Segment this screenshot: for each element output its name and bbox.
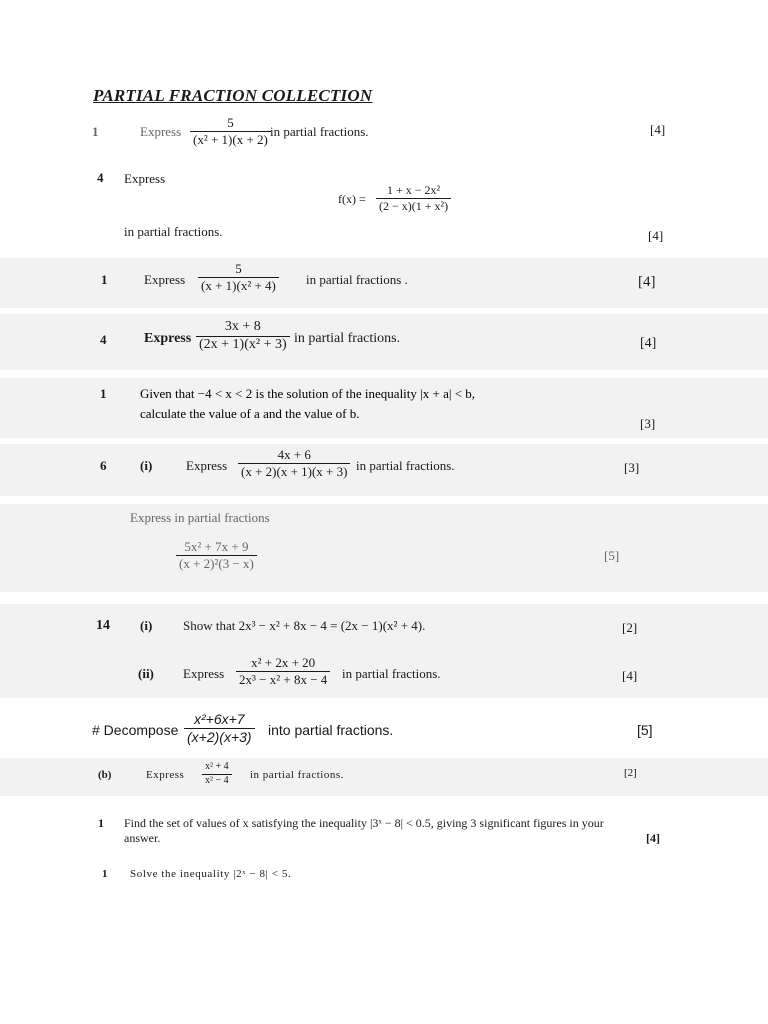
denominator: (x + 1)(x² + 4)	[198, 277, 279, 293]
question-number: 6	[100, 458, 107, 473]
question-part: (i)	[140, 458, 153, 473]
fraction	[198, 762, 236, 786]
denominator: (2x + 1)(x² + 3)	[196, 336, 290, 353]
marks: [4]	[646, 831, 660, 845]
question-12	[0, 864, 768, 886]
marks: [3]	[624, 460, 640, 475]
marks: [3]	[640, 416, 656, 431]
numerator: x² + 4	[205, 761, 229, 772]
denominator: (x² + 1)(x + 2)	[190, 131, 271, 147]
question-prefix: Express	[144, 331, 192, 346]
question-1	[0, 116, 768, 156]
fraction	[180, 712, 259, 744]
numerator: 5	[235, 261, 242, 276]
question-prefix: Express	[144, 272, 186, 287]
question-8	[0, 604, 768, 698]
fraction	[372, 184, 455, 212]
question-9	[0, 708, 768, 756]
question-number: 1	[92, 124, 99, 139]
question-text-line-1: Find the set of values of x satisfying the inequality |3ˣ − 8| < 0.5, giving 3 significant figures in your	[124, 816, 604, 830]
question-prefix: Express in partial fractions	[130, 510, 270, 525]
question-part: (i)	[140, 618, 153, 633]
numerator: 4x + 6	[277, 447, 311, 462]
question-suffix: into partial fractions.	[268, 722, 394, 738]
question-number: 4	[97, 170, 104, 185]
question-suffix: in partial fractions.	[294, 331, 401, 346]
fraction	[192, 320, 294, 352]
numerator: x² + 2x + 20	[251, 655, 316, 670]
denominator: (x+2)(x+3)	[184, 728, 255, 745]
question-2	[0, 166, 768, 246]
page-title: PARTIAL FRACTION COLLECTION	[93, 86, 373, 105]
question-suffix: in partial fractions.	[270, 124, 369, 139]
question-7	[0, 504, 768, 592]
question-prefix: Express	[183, 666, 225, 681]
numerator: 1 + x − 2x²	[386, 183, 441, 197]
question-text-line-2: answer.	[124, 831, 161, 845]
question-number: 1	[102, 868, 108, 880]
question-prefix: Express	[140, 124, 182, 139]
question-prefix: Express	[146, 769, 185, 781]
numerator: 5x² + 7x + 9	[184, 539, 249, 554]
fraction	[194, 262, 283, 292]
marks: [4]	[640, 336, 657, 351]
question-number: 1	[98, 816, 104, 830]
denominator: (x + 2)²(3 − x)	[176, 555, 257, 571]
fraction	[234, 448, 354, 478]
fraction	[172, 540, 261, 570]
denominator: 2x³ − x² + 8x − 4	[236, 671, 330, 687]
marks: [4]	[638, 274, 656, 290]
show-that-text: Show that 2x³ − x² + 8x − 4 = (2x − 1)(x² + 4).	[183, 618, 426, 633]
denominator: (x + 2)(x + 1)(x + 3)	[238, 463, 350, 479]
question-10	[0, 758, 768, 796]
question-number: 14	[96, 618, 110, 633]
question-text-line-2: calculate the value of a and the value of b.	[140, 406, 360, 421]
denominator: (2 − x)(1 + x²)	[376, 198, 451, 213]
question-suffix: in partial fractions.	[356, 458, 455, 473]
question-suffix: in partial fractions.	[124, 224, 223, 239]
denominator: x² − 4	[202, 774, 232, 787]
marks: [2]	[624, 767, 637, 779]
question-suffix: in partial fractions .	[306, 272, 408, 287]
marks: [4]	[622, 668, 638, 683]
numerator: 3x + 8	[224, 319, 261, 334]
question-prefix: # Decompose	[92, 722, 179, 738]
question-11	[0, 812, 768, 848]
question-suffix: in partial fractions.	[342, 666, 441, 681]
marks: [5]	[637, 722, 653, 738]
question-number: 4	[100, 332, 107, 347]
question-part: (b)	[98, 769, 112, 781]
question-text: Solve the inequality |2ˣ − 8| < 5.	[130, 868, 292, 880]
question-5	[0, 378, 768, 438]
question-number: 1	[100, 386, 107, 401]
marks: [4]	[648, 228, 664, 243]
question-prefix: Express	[124, 171, 166, 186]
function-label: f(x) =	[338, 192, 366, 206]
question-6	[0, 444, 768, 496]
question-prefix: Express	[186, 458, 228, 473]
fraction	[186, 116, 275, 146]
question-part: (ii)	[138, 666, 154, 681]
question-4	[0, 314, 768, 370]
marks: [4]	[650, 122, 666, 137]
question-3	[0, 258, 768, 308]
marks: [5]	[604, 548, 620, 563]
fraction	[232, 656, 334, 686]
question-text-line-1: Given that −4 < x < 2 is the solution of the inequality |x + a| < b,	[140, 386, 476, 401]
numerator: x²+6x+7	[193, 711, 245, 727]
marks: [2]	[622, 620, 638, 635]
numerator: 5	[227, 115, 234, 130]
question-number: 1	[101, 272, 108, 287]
question-suffix: in partial fractions.	[250, 769, 344, 781]
